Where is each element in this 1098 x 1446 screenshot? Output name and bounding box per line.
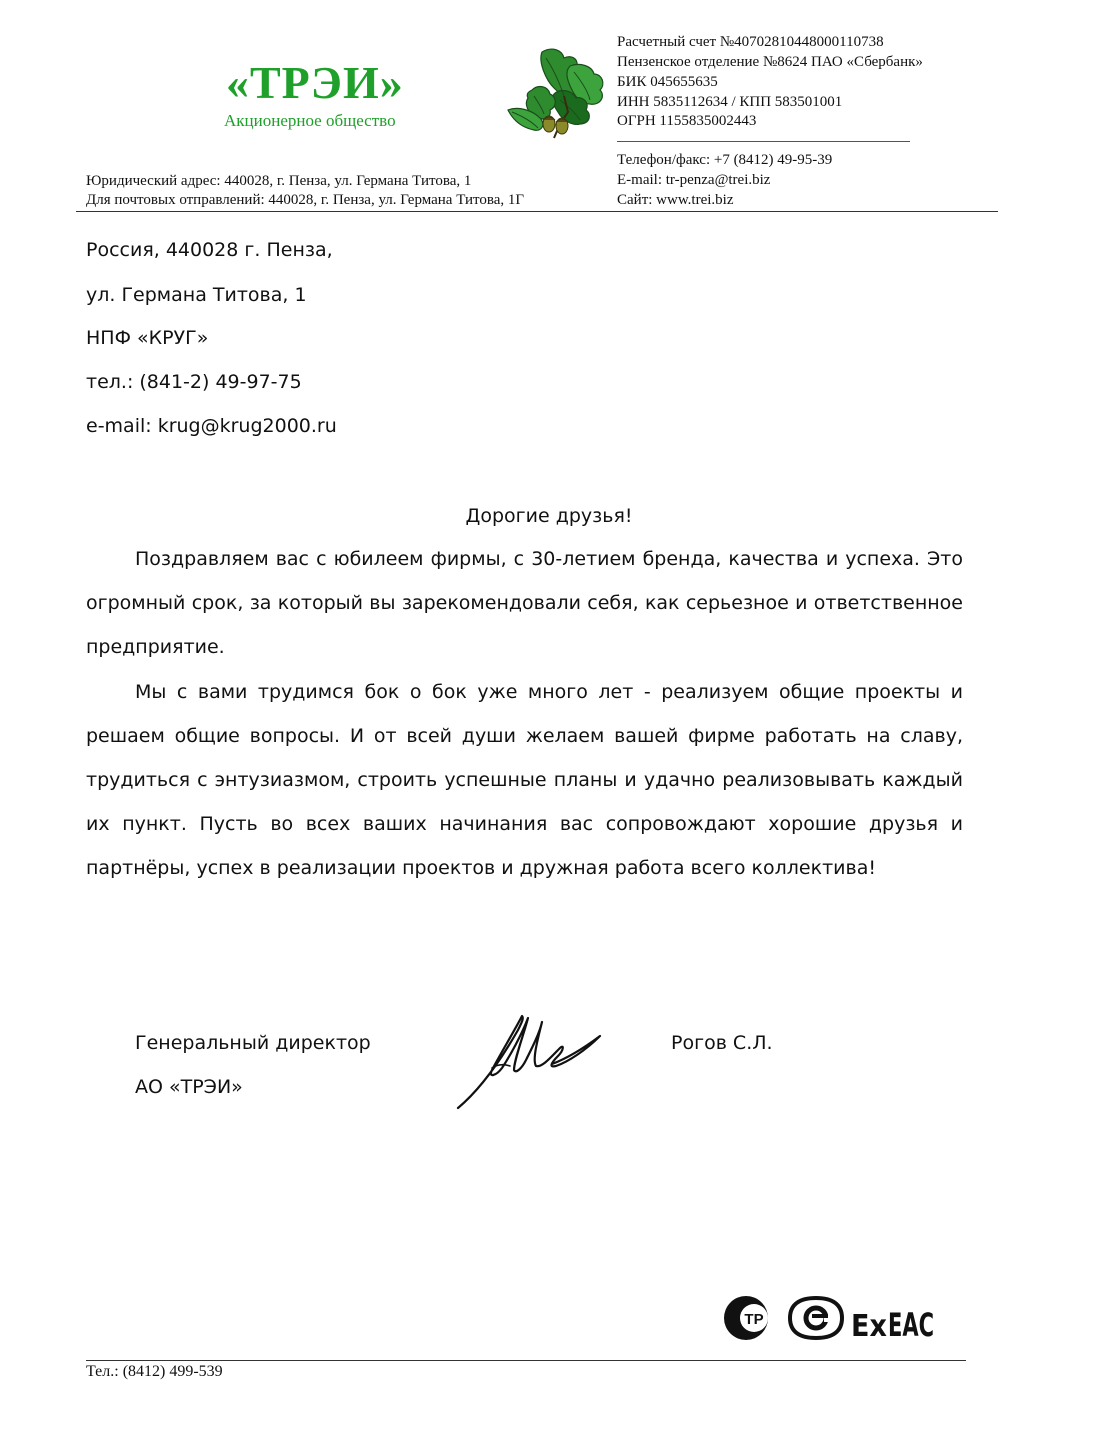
ogrn: ОГРН 1155835002443 bbox=[617, 113, 757, 129]
certification-marks-icon bbox=[720, 1290, 936, 1346]
paragraph-2: Мы с вами трудимся бок о бок уже много лет - реализуем общие проекты и решаем общие вопросы. И от всей души желаем вашей фирме работать на славу, трудиться с энтузиазмом, строить успешные планы и удачно реализовывать каждый их пункт. Пусть во всех ваших начинания вас сопровождают хорошие друзья и партнёры, успех в реализации проектов и дружная работа всего коллектива! bbox=[86, 681, 963, 879]
handwritten-signature-icon bbox=[452, 1008, 606, 1114]
postal-address: Для почтовых отправлений: 440028, г. Пенза, ул. Германа Титова, 1Г bbox=[86, 192, 525, 208]
recipient-country-city: Россия, 440028 г. Пенза, bbox=[86, 239, 333, 261]
ex-mark: Ex bbox=[851, 1309, 887, 1344]
company-site: Сайт: www.trei.biz bbox=[617, 192, 734, 208]
eac-mark: ЕАС bbox=[888, 1306, 934, 1344]
phone-fax: Телефон/факс: +7 (8412) 49-95-39 bbox=[617, 152, 833, 168]
footer-phone: Тел.: (8412) 499-539 bbox=[86, 1363, 223, 1380]
company-email: E-mail: tr-penza@trei.biz bbox=[617, 172, 771, 188]
paragraph-1: Поздравляем вас с юбилеем фирмы, с 30-летием бренда, качества и успеха. Это огромный срок, за который вы зарекомендовали себя, как серьезное и ответственное предприятие. bbox=[86, 548, 963, 658]
signer-organization: АО «ТРЭИ» bbox=[135, 1076, 243, 1098]
requisites-divider bbox=[617, 141, 910, 142]
header-divider bbox=[76, 211, 998, 212]
signer-position: Генеральный директор bbox=[135, 1032, 371, 1054]
recipient-phone: тел.: (841-2) 49-97-75 bbox=[86, 371, 302, 393]
recipient-email: e-mail: krug@krug2000.ru bbox=[86, 415, 337, 437]
cert-mark-text: ТР bbox=[744, 1311, 764, 1328]
bank-branch: Пензенское отделение №8624 ПАО «Сбербанк» bbox=[617, 54, 923, 70]
recipient-street: ул. Германа Титова, 1 bbox=[86, 284, 307, 306]
company-type: Акционерное общество bbox=[224, 111, 396, 130]
recipient-organization: НПФ «КРУГ» bbox=[86, 327, 209, 349]
bank-account: Расчетный счет №40702810448000110738 bbox=[617, 34, 884, 50]
oak-leaves-logo-icon bbox=[502, 44, 608, 140]
signer-name: Рогов С.Л. bbox=[671, 1032, 773, 1054]
greeting: Дорогие друзья! bbox=[465, 505, 633, 527]
inn-kpp: ИНН 5835112634 / КПП 583501001 bbox=[617, 94, 843, 110]
company-name: «ТРЭИ» bbox=[226, 57, 404, 108]
legal-address: Юридический адрес: 440028, г. Пенза, ул. Германа Титова, 1 bbox=[86, 173, 472, 189]
footer-divider bbox=[86, 1360, 966, 1361]
bank-bik: БИК 045655635 bbox=[617, 74, 718, 90]
